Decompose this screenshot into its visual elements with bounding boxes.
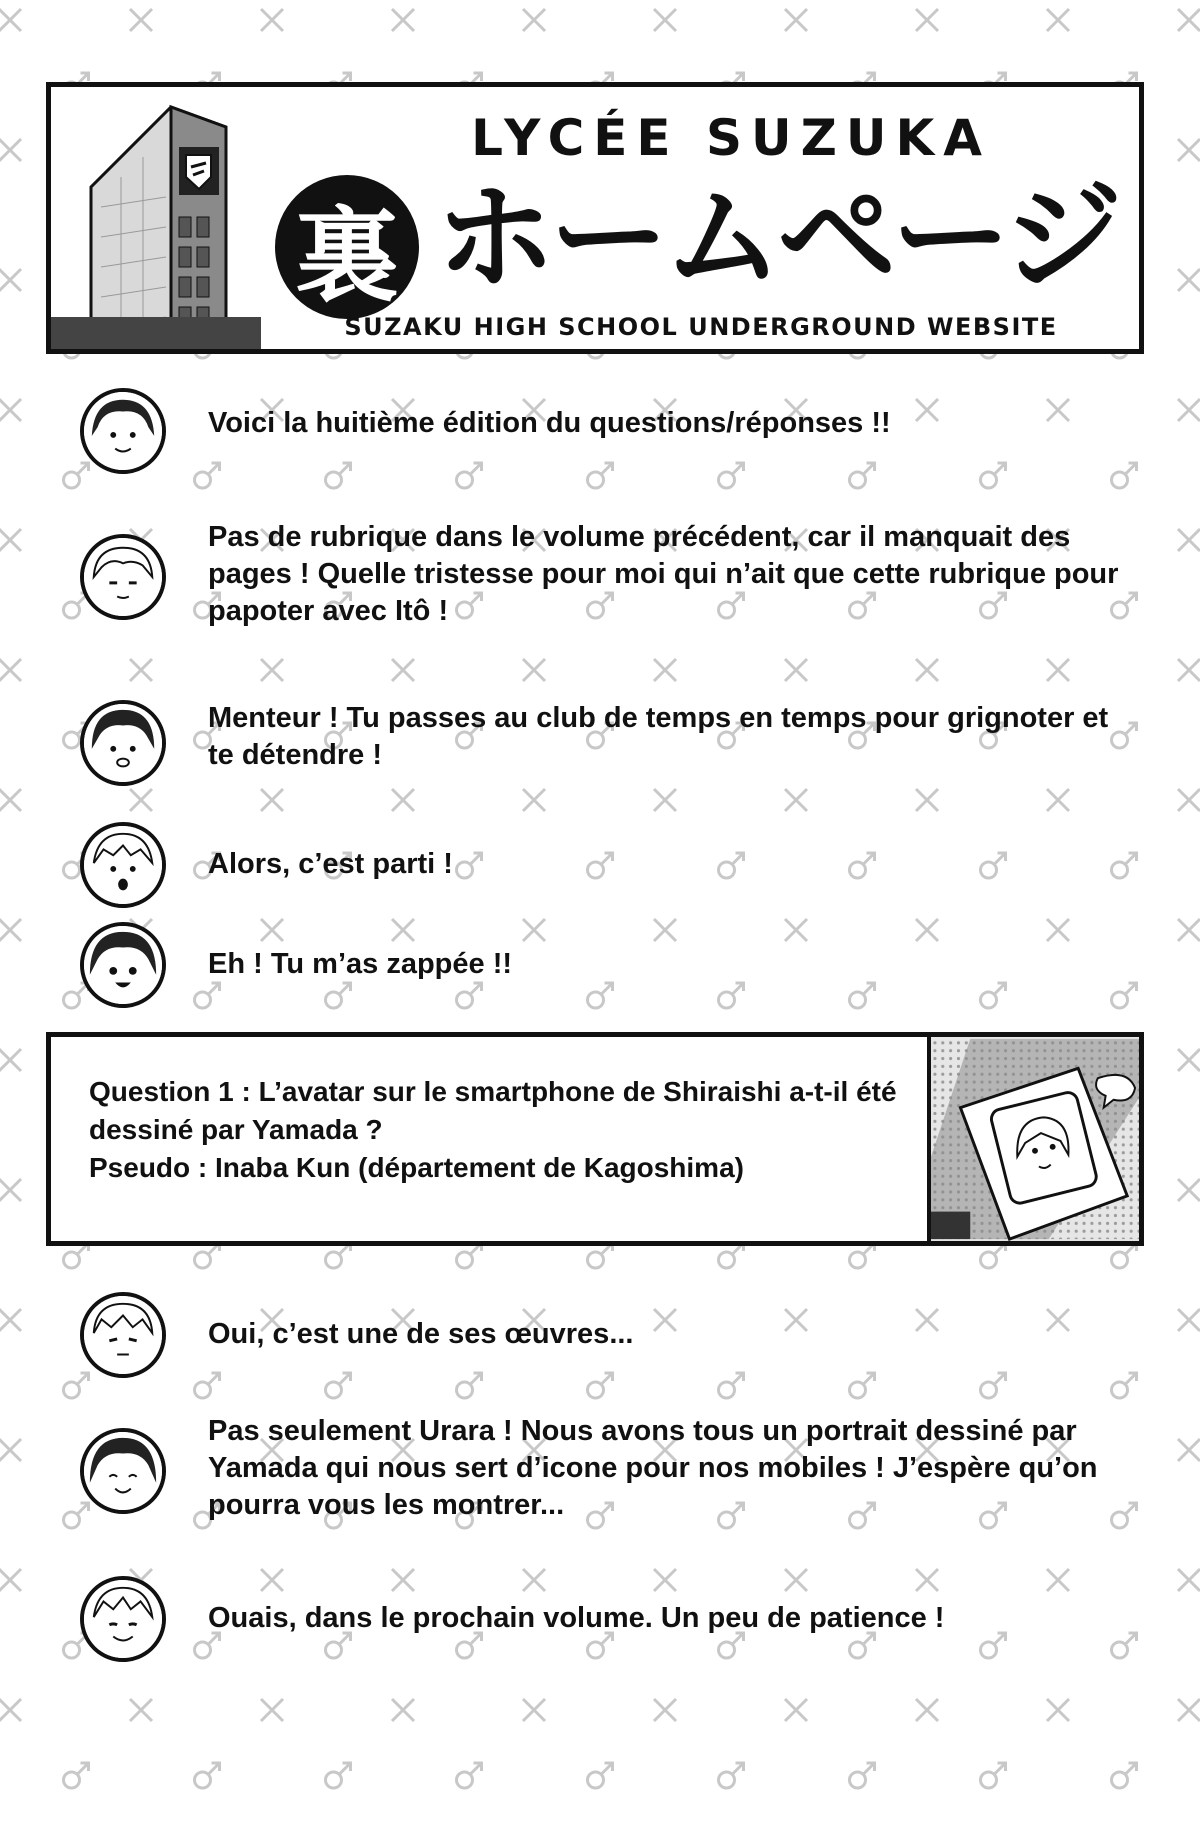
cross-icon (0, 1179, 21, 1201)
character-avatar-icon (80, 700, 166, 786)
cross-icon (1178, 1439, 1200, 1461)
cross-icon (916, 1699, 938, 1721)
cross-icon (1178, 399, 1200, 421)
cross-icon (261, 9, 283, 31)
male-symbol-icon (1112, 1243, 1137, 1268)
male-symbol-icon (195, 463, 220, 488)
cross-icon (261, 789, 283, 811)
cross-icon (785, 1569, 807, 1591)
cross-icon (0, 529, 21, 551)
character-avatar-icon (80, 922, 166, 1008)
cross-icon (1178, 659, 1200, 681)
male-symbol-icon (850, 1243, 875, 1268)
dialogue-text: Oui, c’est une de ses œuvres... (208, 1318, 634, 1350)
male-symbol-icon (195, 1373, 220, 1398)
cross-icon (523, 659, 545, 681)
cross-icon (130, 9, 152, 31)
cross-icon (0, 139, 21, 161)
male-symbol-icon (588, 983, 613, 1008)
male-symbol-icon (64, 1243, 89, 1268)
male-symbol-icon (326, 1373, 351, 1398)
dialogue-text: Alors, c’est parti ! (208, 848, 453, 880)
male-symbol-icon (195, 1243, 220, 1268)
cross-icon (0, 269, 21, 291)
male-symbol-icon (981, 1763, 1006, 1788)
cross-icon (0, 659, 21, 681)
cross-icon (1047, 919, 1069, 941)
male-symbol-icon (719, 1763, 744, 1788)
male-symbol-icon (195, 983, 220, 1008)
male-symbol-icon (981, 983, 1006, 1008)
cross-icon (654, 789, 676, 811)
male-symbol-icon (457, 983, 482, 1008)
cross-icon (1178, 139, 1200, 161)
cross-icon (1178, 1699, 1200, 1721)
character-avatar-icon (80, 534, 166, 620)
cross-icon (785, 9, 807, 31)
male-symbol-icon (981, 1243, 1006, 1268)
male-symbol-icon (1112, 1373, 1137, 1398)
cross-icon (523, 789, 545, 811)
cross-icon (654, 1699, 676, 1721)
cross-icon (130, 789, 152, 811)
cross-icon (1178, 789, 1200, 811)
male-symbol-icon (588, 1763, 613, 1788)
dialogue-text: Voici la huitième édition du questions/réponses !! (208, 407, 891, 439)
cross-icon (654, 9, 676, 31)
dialogue-text: Ouais, dans le prochain volume. Un peu de patience ! (208, 1602, 945, 1634)
male-symbol-icon (719, 1373, 744, 1398)
smartphone-avatar-icon (927, 1037, 1139, 1241)
character-avatar-icon (80, 388, 166, 474)
cross-icon (261, 1569, 283, 1591)
cross-icon (785, 1699, 807, 1721)
male-symbol-icon (1112, 463, 1137, 488)
cross-icon (1178, 1309, 1200, 1331)
character-avatar-icon (80, 1292, 166, 1378)
cross-icon (916, 919, 938, 941)
cross-icon (523, 919, 545, 941)
cross-icon (1047, 1569, 1069, 1591)
male-symbol-icon (719, 983, 744, 1008)
cross-icon (261, 659, 283, 681)
cross-icon (785, 659, 807, 681)
site-subtitle: SUZAKU HIGH SCHOOL UNDERGROUND WEBSITE (344, 313, 1058, 341)
cross-icon (1178, 9, 1200, 31)
dialogue-text: Eh ! Tu m’as zappée !! (208, 948, 513, 980)
cross-icon (0, 789, 21, 811)
cross-icon (1178, 1569, 1200, 1591)
cross-icon (392, 659, 414, 681)
cross-icon (523, 1699, 545, 1721)
dialogue-text: Menteur ! Tu passes au club de temps en temps pour grignoter et te détendre ! (208, 702, 1109, 771)
cross-icon (654, 659, 676, 681)
cross-icon (1178, 529, 1200, 551)
character-avatar-icon (80, 822, 166, 908)
male-symbol-icon (850, 1763, 875, 1788)
dialogue-text: Pas seulement Urara ! Nous avons tous un portrait dessiné par Yamada qui nous sert d’icone pour nos mobiles ! J’espère qu’on pourra vous les montrer... (208, 1415, 1098, 1521)
cross-icon (0, 9, 21, 31)
cross-icon (0, 399, 21, 421)
male-symbol-icon (64, 1373, 89, 1398)
cross-icon (1047, 789, 1069, 811)
male-symbol-icon (326, 1763, 351, 1788)
cross-icon (654, 919, 676, 941)
cross-icon (1047, 659, 1069, 681)
cross-icon (916, 1569, 938, 1591)
cross-icon (1047, 9, 1069, 31)
header-banner (46, 82, 1144, 354)
male-symbol-icon (981, 463, 1006, 488)
question-box (46, 1032, 1144, 1246)
male-symbol-icon (457, 1243, 482, 1268)
cross-icon (523, 9, 545, 31)
cross-icon (392, 1569, 414, 1591)
male-symbol-icon (719, 1243, 744, 1268)
male-symbol-icon (981, 1373, 1006, 1398)
male-symbol-icon (64, 463, 89, 488)
male-symbol-icon (588, 463, 613, 488)
cross-icon (654, 1569, 676, 1591)
question-title: Question 1 : L’avatar sur le smartphone de Shiraishi a-t-il été dessiné par Yamada ? (89, 1076, 897, 1145)
cross-icon (1178, 919, 1200, 941)
cross-icon (916, 9, 938, 31)
male-symbol-icon (1112, 983, 1137, 1008)
male-symbol-icon (457, 1763, 482, 1788)
homepage-kana: ホームページ (435, 169, 1117, 308)
cross-icon (1047, 1699, 1069, 1721)
cross-icon (523, 1569, 545, 1591)
male-symbol-icon (1112, 1763, 1137, 1788)
cross-icon (916, 659, 938, 681)
cross-icon (392, 789, 414, 811)
cross-icon (1178, 269, 1200, 291)
male-symbol-icon (195, 1763, 220, 1788)
cross-icon (392, 919, 414, 941)
male-symbol-icon (64, 1503, 89, 1528)
male-symbol-icon (326, 983, 351, 1008)
cross-icon (0, 1049, 21, 1071)
cross-icon (392, 1699, 414, 1721)
cross-icon (1178, 1049, 1200, 1071)
cross-icon (261, 1699, 283, 1721)
character-avatar-icon (80, 1576, 166, 1662)
site-title: LYCÉE SUZUKA (471, 109, 991, 167)
male-symbol-icon (64, 983, 89, 1008)
male-symbol-icon (588, 1243, 613, 1268)
male-symbol-icon (457, 1373, 482, 1398)
question-pseudo: Pseudo : Inaba Kun (département de Kagoshima) (89, 1152, 744, 1183)
cross-icon (0, 1569, 21, 1591)
male-symbol-icon (588, 1373, 613, 1398)
male-symbol-icon (719, 463, 744, 488)
cross-icon (130, 1699, 152, 1721)
cross-icon (916, 789, 938, 811)
character-avatar-icon (80, 1428, 166, 1514)
cross-icon (0, 919, 21, 941)
cross-icon (130, 659, 152, 681)
male-symbol-icon (64, 1763, 89, 1788)
male-symbol-icon (850, 983, 875, 1008)
cross-icon (0, 1309, 21, 1331)
cross-icon (261, 919, 283, 941)
cross-icon (0, 1699, 21, 1721)
male-symbol-icon (850, 1373, 875, 1398)
male-symbol-icon (457, 463, 482, 488)
male-symbol-icon (326, 463, 351, 488)
cross-icon (392, 9, 414, 31)
male-symbol-icon (850, 463, 875, 488)
cross-icon (1178, 1179, 1200, 1201)
cross-icon (0, 1439, 21, 1461)
school-building-illustration (51, 87, 261, 349)
cross-icon (785, 789, 807, 811)
ura-kanji-badge: 裏 (275, 175, 419, 319)
dialogue-text: Pas de rubrique dans le volume précédent, car il manquait des pages ! Quelle tristesse pour moi qui n’ait que cette rubrique pour papoter avec Itô ! (208, 521, 1119, 627)
male-symbol-icon (326, 1243, 351, 1268)
cross-icon (785, 919, 807, 941)
